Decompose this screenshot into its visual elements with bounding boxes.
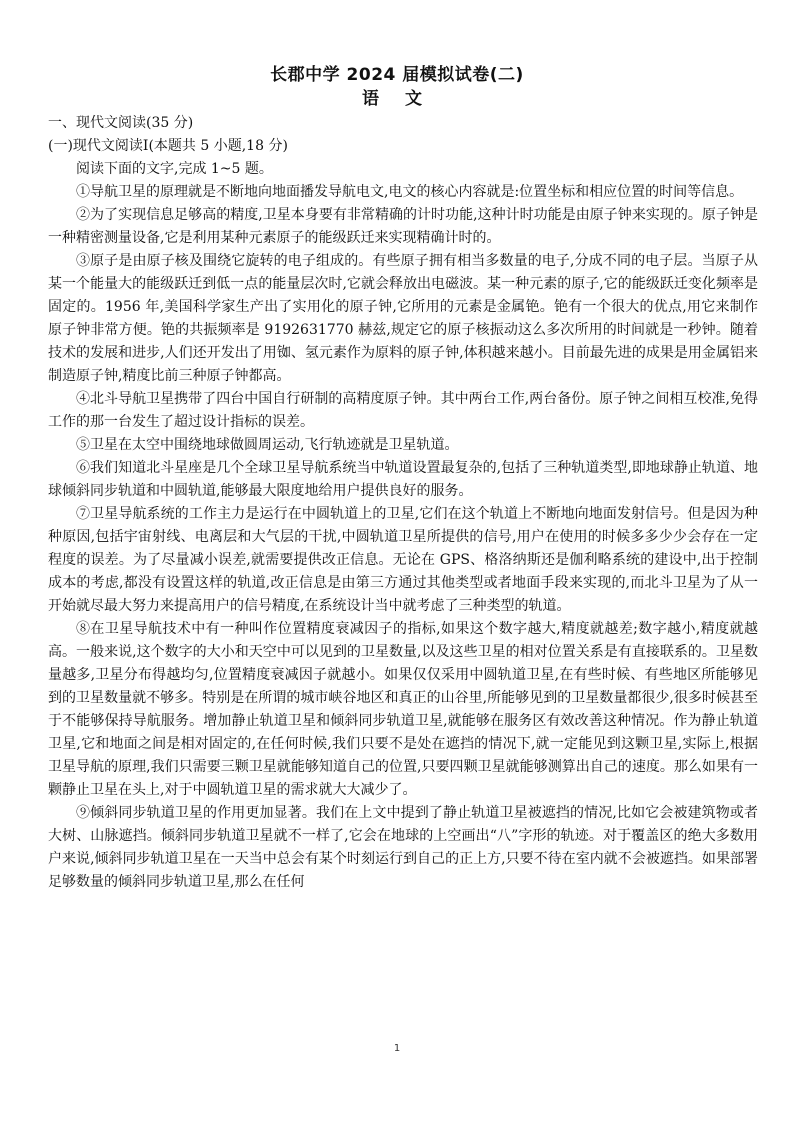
exam-title: 长郡中学 2024 届模拟试卷(二) bbox=[270, 65, 524, 85]
subsection-heading: (一)现代文阅读Ⅰ(本题共 5 小题,18 分) bbox=[48, 138, 288, 154]
paragraph-2: ②为了实现信息足够高的精度,卫星本身要有非常精确的计时功能,这种计时功能是由原子钟来实现的。原子钟是一种精密测量设备,它是利用某种元素原子的能级跃迁来实现精确计时的。 bbox=[48, 207, 758, 246]
section-heading: 一、现代文阅读(35 分) bbox=[48, 115, 194, 131]
paragraph-1: ①导航卫星的原理就是不断地向地面播发导航电文,电文的核心内容就是:位置坐标和相应位置的时间等信息。 bbox=[76, 184, 744, 200]
paragraph-5: ⑤卫星在太空中围绕地球做圆周运动,飞行轨迹就是卫星轨道。 bbox=[76, 437, 459, 453]
paragraph-3: ③原子是由原子核及围绕它旋转的电子组成的。有些原子拥有相当多数量的电子,分成不同的电子层。当原子从某一个能量大的能级跃迁到低一点的能量层次时,它就会释放出电磁波。某一种元素的原子,它的能级跃迁变化频率是固定的。1956 年,美国科学家生产出了实用化的原子钟,它所用的元素是金属铯。铯有一个很大的优点,用它来制作原子钟非常方便。铯的共振频率是 9192631770 赫兹,规定它的原子核振动这么多次所用的时间就是一秒钟。随着技术的发展和进步,人们还开发出了用铷、氢元素作为原料的原子钟,体积越来越小。目前最先进的成果是用金属铝来制造原子钟,精度比前三种原子钟都高。 bbox=[48, 253, 758, 384]
paragraph-7: ⑦卫星导航系统的工作主力是运行在中圆轨道上的卫星,它们在这个轨道上不断地向地面发射信号。但是因为种种原因,包括宇宙射线、电离层和大气层的干扰,中圆轨道卫星所提供的信号,用户在使用的时候多多少少会存在一定程度的误差。为了尽量减小误差,就需要提供改正信息。无论在 GPS、格洛纳斯还是伽利略系统的建设中,出于控制成本的考虑,都没有设置这样的轨道,改正信息是由第三方通过其他类型或者地面手段来实现的,而北斗卫星为了从一开始就尽最大努力来提高用户的信号精度,在系统设计当中就考虑了三种类型的轨道。 bbox=[48, 506, 758, 614]
subject-title: 语 文 bbox=[362, 89, 432, 109]
reading-body bbox=[48, 112, 758, 894]
instruction: 阅读下面的文字,完成 1~5 题。 bbox=[76, 161, 273, 177]
paragraph-6: ⑥我们知道北斗星座是几个全球卫星导航系统当中轨道设置最复杂的,包括了三种轨道类型,即地球静止轨道、地球倾斜同步轨道和中圆轨道,能够最大限度地给用户提供良好的服务。 bbox=[48, 460, 758, 499]
paragraph-8: ⑧在卫星导航技术中有一种叫作位置精度衰减因子的指标,如果这个数字越大,精度就越差;数字越小,精度就越高。一般来说,这个数字的大小和天空中可以见到的卫星数量,以及这些卫星的相对位置关系是有直接联系的。卫星数量越多,卫星分布得越均匀,位置精度衰减因子就越小。如果仅仅采用中圆轨道卫星,在有些时候、有些地区所能够见到的卫星数量就不够多。特别是在所谓的城市峡谷地区和真正的山谷里,所能够见到的卫星数量都很少,很多时候甚至于不能够保持导航服务。增加静止轨道卫星和倾斜同步轨道卫星,就能够在服务区有效改善这种情况。作为静止轨道卫星,它和地面之间是相对固定的,在任何时候,我们只要不是处在遮挡的情况下,就一定能见到这颗卫星,实际上,根据卫星导航的原理,我们只需要三颗卫星就能够知道自己的位置,只要四颗卫星就能够测算出自己的速度。那么如果有一颗静止卫星在头上,对于中圆轨道卫星的需求就大大减少了。 bbox=[48, 621, 758, 798]
page-number: 1 bbox=[393, 1043, 401, 1054]
paragraph-4: ④北斗导航卫星携带了四台中国自行研制的高精度原子钟。其中两台工作,两台备份。原子钟之间相互校准,免得工作的那一台发生了超过设计指标的误差。 bbox=[48, 391, 758, 430]
paragraph-9: ⑨倾斜同步轨道卫星的作用更加显著。我们在上文中提到了静止轨道卫星被遮挡的情况,比如它会被建筑物或者大树、山脉遮挡。倾斜同步轨道卫星就不一样了,它会在地球的上空画出“八”字形的轨迹。对于覆盖区的绝大多数用户来说,倾斜同步轨道卫星在一天当中总会有某个时刻运行到自己的正上方,只要不待在室内就不会被遮挡。如果部署足够数量的倾斜同步轨道卫星,那么在任何 bbox=[48, 805, 758, 890]
